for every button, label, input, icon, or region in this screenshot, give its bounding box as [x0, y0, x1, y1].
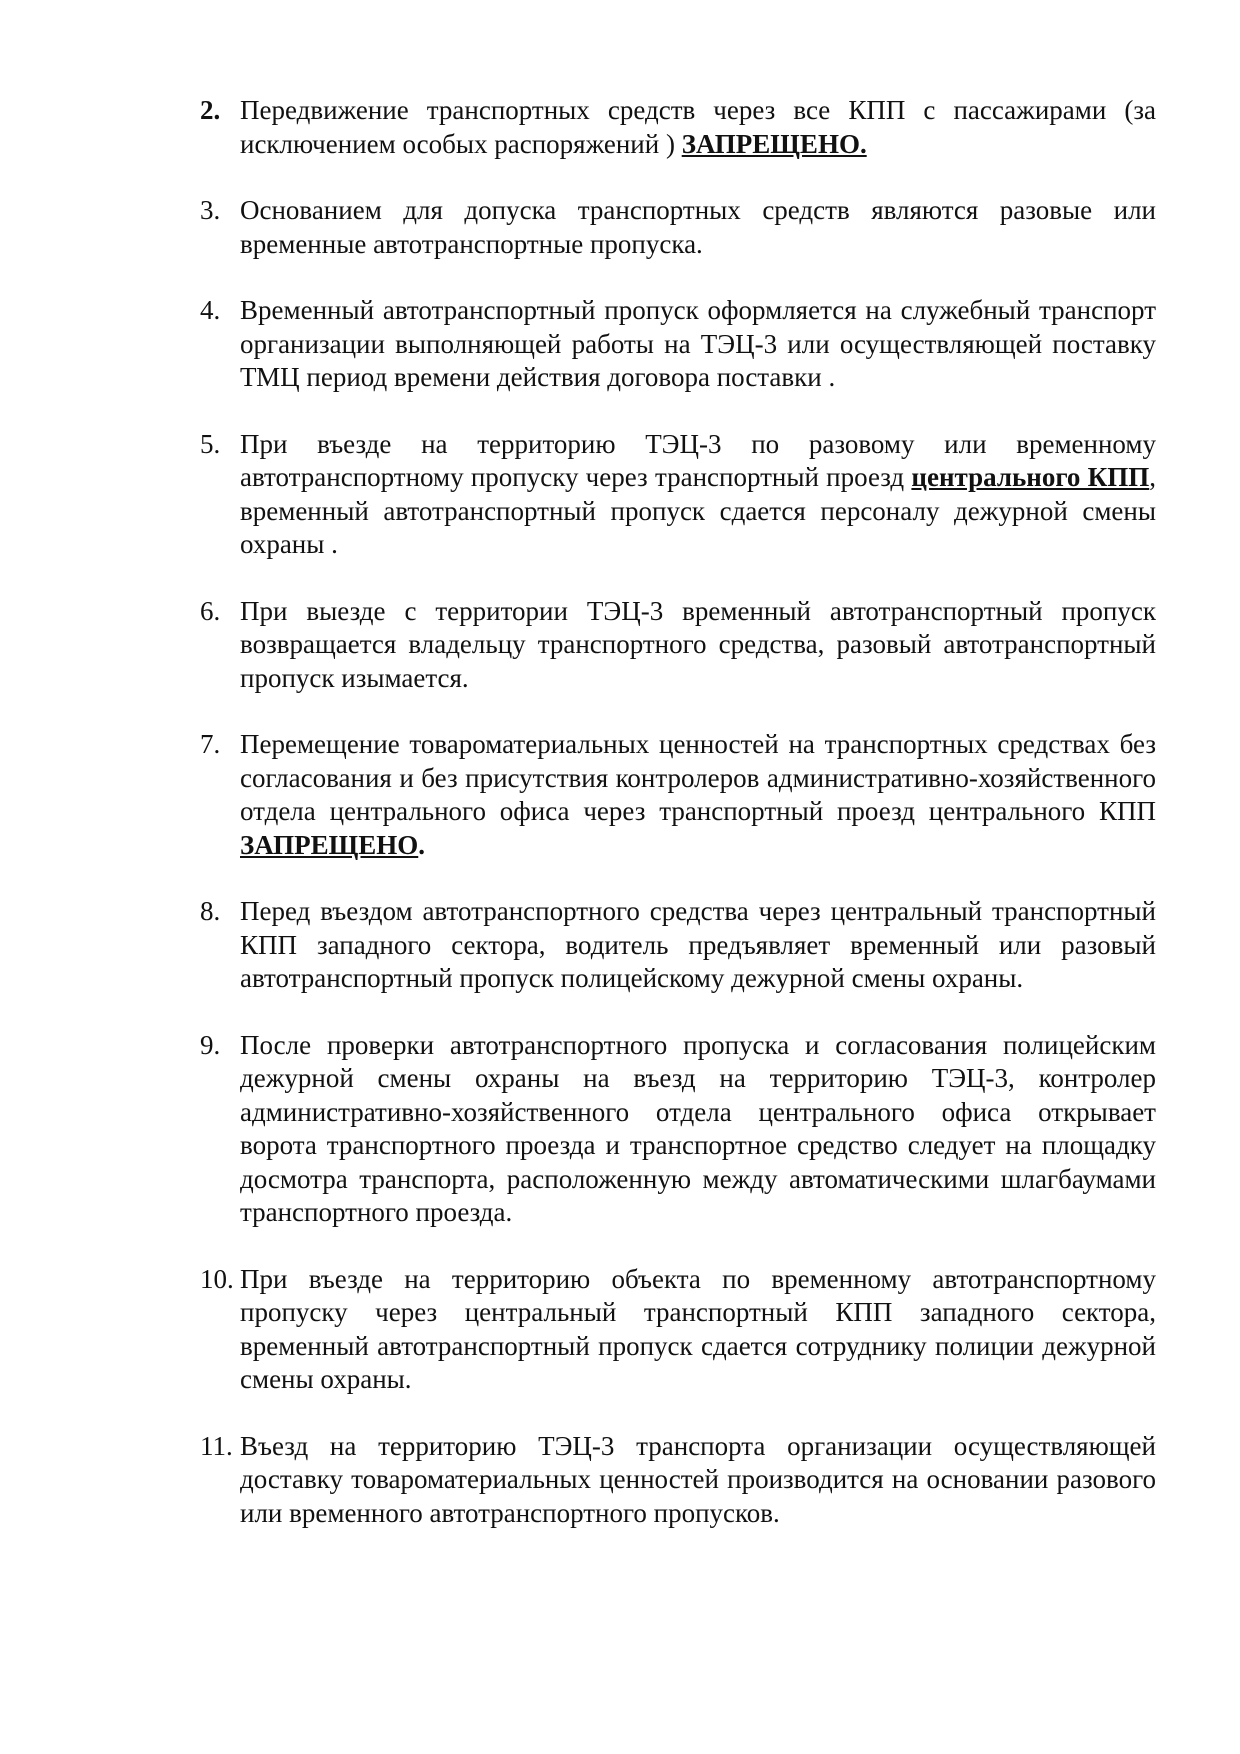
item-text: Основанием для допуска транспортных средств являются разовые или временные автотранспортные пропуска. — [240, 195, 1156, 259]
list-item-10 — [200, 1263, 1156, 1397]
emphasis-prohibited: ЗАПРЕЩЕНО. — [681, 128, 867, 159]
item-number: 3. — [200, 195, 221, 225]
item-number: 5. — [200, 428, 221, 459]
item-text: Временный автотранспортный пропуск оформляется на служебный транспорт организации выполняющей работы на ТЭЦ-3 или осуществляющей поставку ТМЦ период времени действия договора поставки . — [240, 295, 1156, 392]
item-number: 9. — [200, 1029, 221, 1060]
item-text: Перемещение товароматериальных ценностей на транспортных средствах без согласования и без присутствия контролеров административно-хозяйственного отдела центрального офиса через транспортный проезд центрального КПП — [240, 729, 1156, 826]
list-item-9 — [200, 1029, 1156, 1230]
item-text: После проверки автотранспортного пропуска и согласования полицейским дежурной смены охраны на въезд на территорию ТЭЦ-3, контролер административно-хозяйственного отдела центрального офиса открывает ворота транспортного проезда и транспортное средство следует на площадку досмотра транспорта, расположенную между автоматическими шлагбаумами транспортного проезда. — [240, 1029, 1156, 1227]
list-item-5 — [200, 428, 1156, 562]
item-number: 6. — [200, 595, 221, 626]
item-number: 10. — [200, 1263, 234, 1294]
item-text: Передвижение транспортных средств через все КПП с пассажирами (за исключением особых распоряжений ) — [240, 95, 1156, 159]
item-text: Въезд на территорию ТЭЦ-3 транспорта организации осуществляющей доставку товароматериальных ценностей производится на основании разового или временного автотранспортного пропусков. — [240, 1430, 1156, 1528]
item-text: При въезде на территорию ТЭЦ-3 по разовому или временному автотранспортному пропуску через транспортный проезд — [240, 428, 1156, 492]
item-number: 4. — [200, 295, 221, 325]
list-item-2 — [200, 94, 1156, 161]
item-text: При выезде с территории ТЭЦ-3 временный автотранспортный пропуск возвращается владельцу транспортного средства, разовый автотранспортный пропуск изымается. — [240, 595, 1156, 693]
list-item-6 — [200, 595, 1156, 696]
list-item-8 — [200, 895, 1156, 996]
item-text: При въезде на территорию объекта по временному автотранспортному пропуску через центральный транспортный КПП западного сектора, временный автотранспортный пропуск сдается сотруднику полиции дежурной смены охраны. — [240, 1263, 1156, 1394]
item-number: 8. — [200, 896, 221, 926]
list-item-4 — [200, 294, 1156, 395]
emphasis-central-checkpoint: центрального КПП — [911, 462, 1150, 492]
item-number: 2. — [200, 95, 221, 125]
item-text-end: . — [418, 829, 425, 860]
list-item-11 — [200, 1430, 1156, 1531]
list-item-3 — [200, 194, 1156, 261]
list-item-7 — [200, 728, 1156, 862]
item-number: 7. — [200, 729, 221, 759]
item-text-continued: , временный автотранспортный пропуск сдается персоналу дежурной смены охраны . — [240, 462, 1156, 559]
item-number: 11. — [200, 1430, 233, 1461]
rules-list — [200, 94, 1156, 1563]
item-text: Перед въездом автотранспортного средства через центральный транспортный КПП западного сектора, водитель предъявляет временный или разовый автотранспортный пропуск полицейскому дежурной смены охраны. — [240, 896, 1156, 993]
emphasis-prohibited: ЗАПРЕЩЕНО — [240, 829, 419, 860]
